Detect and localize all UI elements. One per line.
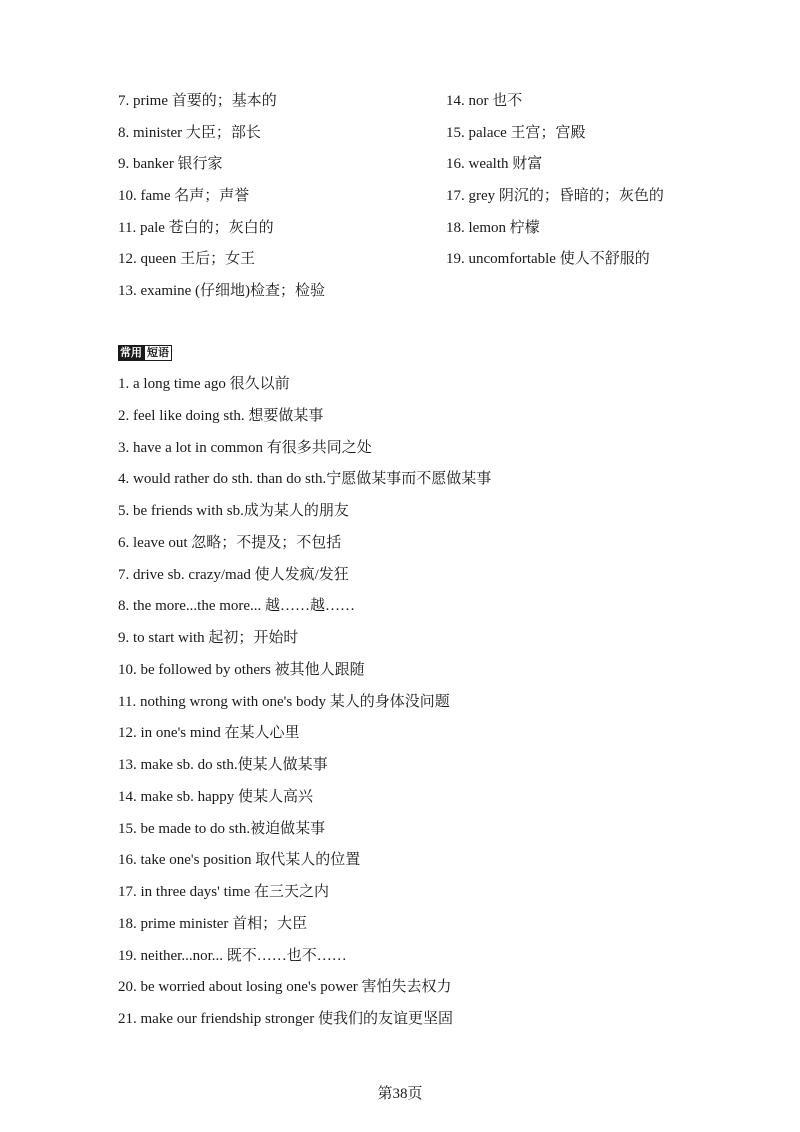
phrase-item: 11. nothing wrong with one's body 某人的身体没问题 (118, 693, 450, 710)
phrase-item: 9. to start with 起初；开始时 (118, 630, 299, 646)
section-badge-dark: 常用 (120, 346, 142, 359)
phrase-item: 1. a long time ago 很久以前 (118, 376, 290, 392)
phrase-item: 21. make our friendship stronger 使我们的友谊更坚固 (118, 1011, 453, 1027)
section-heading-common-phrases (118, 344, 172, 362)
page-number: 第38页 (377, 1086, 423, 1102)
phrase-item: 6. leave out 忽略；不提及；不包括 (118, 534, 342, 551)
section-badge-light: 短语 (144, 345, 172, 361)
phrase-item: 5. be friends with sb.成为某人的朋友 (118, 503, 349, 519)
phrase-item: 15. be made to do sth.被迫做某事 (118, 820, 326, 837)
vocabulary-column-right (446, 86, 746, 276)
vocab-item: 11. pale 苍白的；灰白的 (118, 219, 274, 236)
phrase-item: 3. have a lot in common 有很多共同之处 (118, 439, 372, 456)
vocab-item: 14. nor 也不 (446, 93, 523, 109)
vocab-item: 16. wealth 财富 (446, 156, 543, 173)
phrase-item: 20. be worried about losing one's power 害怕失去权力 (118, 979, 452, 996)
vocab-item: 7. prime 首要的；基本的 (118, 93, 277, 109)
vocab-item: 17. grey 阴沉的；昏暗的；灰色的 (446, 188, 664, 205)
vocab-item: 10. fame 名声；声誉 (118, 188, 250, 205)
phrase-item: 18. prime minister 首相；大臣 (118, 915, 308, 932)
phrase-list (118, 369, 738, 1036)
phrase-item: 16. take one's position 取代某人的位置 (118, 852, 361, 869)
vocab-item: 12. queen 王后；女王 (118, 251, 256, 268)
phrase-item: 17. in three days' time 在三天之内 (118, 884, 330, 900)
phrase-item: 19. neither...nor... 既不……也不…… (118, 947, 347, 964)
vocab-item: 13. examine (仔细地)检查；检验 (118, 283, 326, 300)
phrase-item: 14. make sb. happy 使某人高兴 (118, 788, 313, 805)
phrase-item: 2. feel like doing sth. 想要做某事 (118, 407, 324, 424)
phrase-item: 10. be followed by others 被其他人跟随 (118, 661, 365, 678)
vocab-item: 9. banker 银行家 (118, 156, 223, 173)
phrase-item: 12. in one's mind 在某人心里 (118, 725, 300, 742)
vocab-item: 19. uncomfortable 使人不舒服的 (446, 251, 650, 268)
vocabulary-column-left (118, 86, 438, 308)
vocab-item: 8. minister 大臣；部长 (118, 124, 261, 141)
phrase-item: 4. would rather do sth. than do sth.宁愿做某事而不愿做某事 (118, 471, 492, 488)
phrase-item: 13. make sb. do sth.使某人做某事 (118, 757, 328, 773)
phrase-item: 7. drive sb. crazy/mad 使人发疯/发狂 (118, 566, 349, 583)
vocab-item: 15. palace 王宫；宫殿 (446, 124, 586, 141)
phrase-item: 8. the more...the more... 越……越…… (118, 598, 356, 615)
vocab-item: 18. lemon 柠檬 (446, 219, 540, 236)
